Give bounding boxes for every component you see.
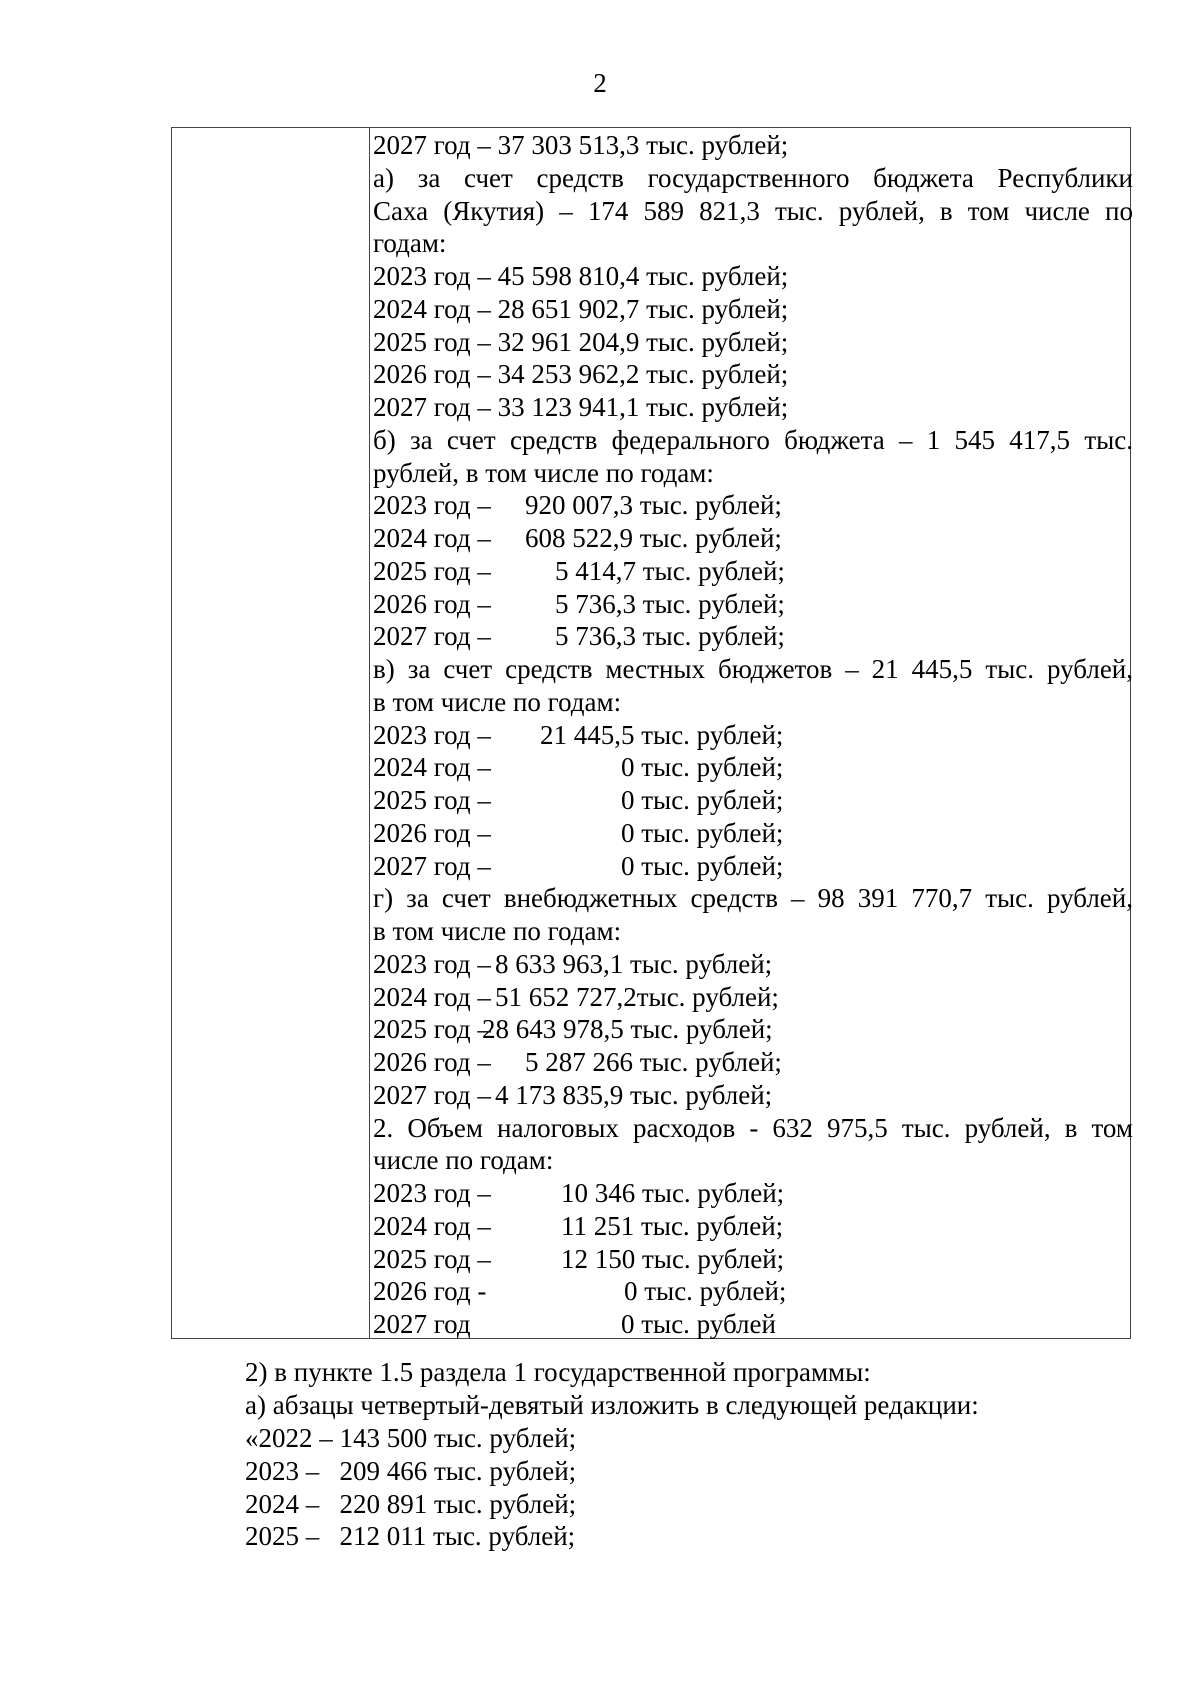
year-label: 2024 год – (373, 752, 491, 783)
year-label: 2027 год – (373, 1079, 491, 1110)
section-tax-year (373, 1275, 1133, 1308)
paragraph-line: 2023 – 209 466 тыс. рублей; (245, 1455, 577, 1486)
table-line: 2027 год – 37 303 513,3 тыс. рублей; (373, 130, 789, 160)
section-b-line: б) за счет средств федерального бюджета – 1 545 417,5 тыс. (373, 424, 1133, 455)
year-label: 2023 год – (373, 490, 491, 521)
paragraph-line: «2022 – 143 500 тыс. рублей; (245, 1422, 577, 1453)
year-amount: 8 633 963,1 тыс. рублей; (495, 948, 773, 979)
section-a-year: 2023 год – 45 598 810,4 тыс. рублей; (373, 261, 789, 291)
year-amount: 5 736,3 тыс. рублей; (555, 621, 785, 652)
section-g-year (373, 1013, 1133, 1046)
section-a-line: Саха (Якутия) – 174 589 821,3 тыс. рублей, в том числе по (373, 195, 1133, 226)
section-a-year: 2024 год – 28 651 902,7 тыс. рублей; (373, 293, 789, 324)
section-tax-year (373, 1243, 1133, 1276)
column-divider (369, 128, 370, 1338)
section-g-year (373, 948, 1133, 981)
year-amount: 0 тыс. рублей (621, 1309, 776, 1339)
year-amount: 10 346 тыс. рублей; (561, 1178, 785, 1208)
section-a-year: 2026 год – 34 253 962,2 тыс. рублей; (373, 359, 789, 390)
section-v-year (373, 719, 1133, 752)
year-label: 2024 год – (373, 1210, 491, 1241)
year-amount: 11 251 тыс. рублей; (561, 1210, 784, 1241)
year-label: 2023 год – (373, 719, 491, 750)
section-tax-line: числе по годам: (373, 1145, 554, 1176)
section-v-line: в) за счет средств местных бюджетов – 21 445,5 тыс. рублей, (373, 654, 1133, 684)
section-g-year (373, 1046, 1133, 1079)
year-amount: 51 652 727,2тыс. рублей; (495, 981, 779, 1012)
section-v-year (373, 817, 1133, 850)
section-v-year (373, 850, 1133, 883)
year-amount: 12 150 тыс. рублей; (561, 1243, 785, 1274)
year-amount: 5 414,7 тыс. рублей; (555, 555, 785, 586)
section-tax-year (373, 1210, 1133, 1243)
section-g-year (373, 1079, 1133, 1112)
section-v-line: в том числе по годам: (373, 686, 622, 717)
year-label: 2024 год – (373, 981, 491, 1012)
year-amount: 0 тыс. рублей; (621, 850, 784, 881)
year-amount: 28 643 978,5 тыс. рублей; (482, 1014, 773, 1045)
year-label: 2023 год – (373, 948, 491, 979)
year-amount: 920 007,3 тыс. рублей; (525, 490, 782, 521)
year-label: 2026 год - (373, 1276, 487, 1307)
year-amount: 0 тыс. рублей; (624, 1276, 787, 1307)
year-label: 2027 год – (373, 621, 491, 652)
year-amount: 5 287 266 тыс. рублей; (525, 1047, 782, 1077)
year-amount: 608 522,9 тыс. рублей; (525, 523, 782, 553)
after-table-text (245, 1356, 1145, 1553)
year-label: 2026 год – (373, 817, 491, 848)
section-g-line: в том числе по годам: (373, 916, 622, 946)
paragraph-line: 2024 – 220 891 тыс. рублей; (245, 1488, 577, 1519)
section-b-year (373, 489, 1133, 522)
year-amount: 0 тыс. рублей; (621, 785, 784, 815)
year-label: 2026 год – (373, 588, 491, 619)
year-label: 2025 год – (373, 1014, 491, 1045)
paragraph-line: а) абзацы четвертый-девятый изложить в следующей редакции: (245, 1389, 979, 1420)
year-label: 2025 год – (373, 1243, 491, 1274)
year-label: 2025 год – (373, 785, 491, 815)
section-tax-year (373, 1308, 1133, 1341)
table-right-column (373, 129, 1133, 1341)
year-amount: 0 тыс. рублей; (621, 752, 784, 783)
year-amount: 0 тыс. рублей; (621, 817, 784, 848)
year-label: 2026 год – (373, 1047, 491, 1077)
section-g-line: г) за счет внебюджетных средств – 98 391 770,7 тыс. рублей, (373, 883, 1133, 914)
section-v-year (373, 784, 1133, 817)
section-v-year (373, 751, 1133, 784)
section-a-year: 2027 год – 33 123 941,1 тыс. рублей; (373, 392, 789, 422)
section-tax-line: 2. Объем налоговых расходов - 632 975,5 тыс. рублей, в том (373, 1112, 1133, 1143)
section-b-year (373, 620, 1133, 653)
year-label: 2025 год – (373, 555, 491, 586)
year-amount: 21 445,5 тыс. рублей; (540, 719, 784, 750)
year-label: 2027 год – (373, 850, 491, 881)
section-a-line: а) за счет средств государственного бюджета Республики (373, 162, 1133, 193)
page-number: 2 (593, 68, 607, 98)
section-a-line: годам: (373, 228, 447, 259)
year-amount: 5 736,3 тыс. рублей; (555, 588, 785, 619)
year-amount: 4 173 835,9 тыс. рублей; (495, 1079, 773, 1110)
year-label: 2024 год – (373, 523, 491, 553)
year-label: 2023 год – (373, 1178, 491, 1208)
section-b-line: рублей, в том числе по годам: (373, 457, 714, 488)
section-a-year: 2025 год – 32 961 204,9 тыс. рублей; (373, 326, 789, 357)
section-g-year (373, 981, 1133, 1014)
paragraph-line: 2) в пункте 1.5 раздела 1 государственной программы: (245, 1357, 871, 1387)
section-b-year (373, 522, 1133, 555)
paragraph-line: 2025 – 212 011 тыс. рублей; (245, 1521, 576, 1552)
section-tax-year (373, 1177, 1133, 1210)
year-label: 2027 год (373, 1309, 471, 1339)
section-b-year (373, 555, 1133, 588)
section-b-year (373, 588, 1133, 621)
